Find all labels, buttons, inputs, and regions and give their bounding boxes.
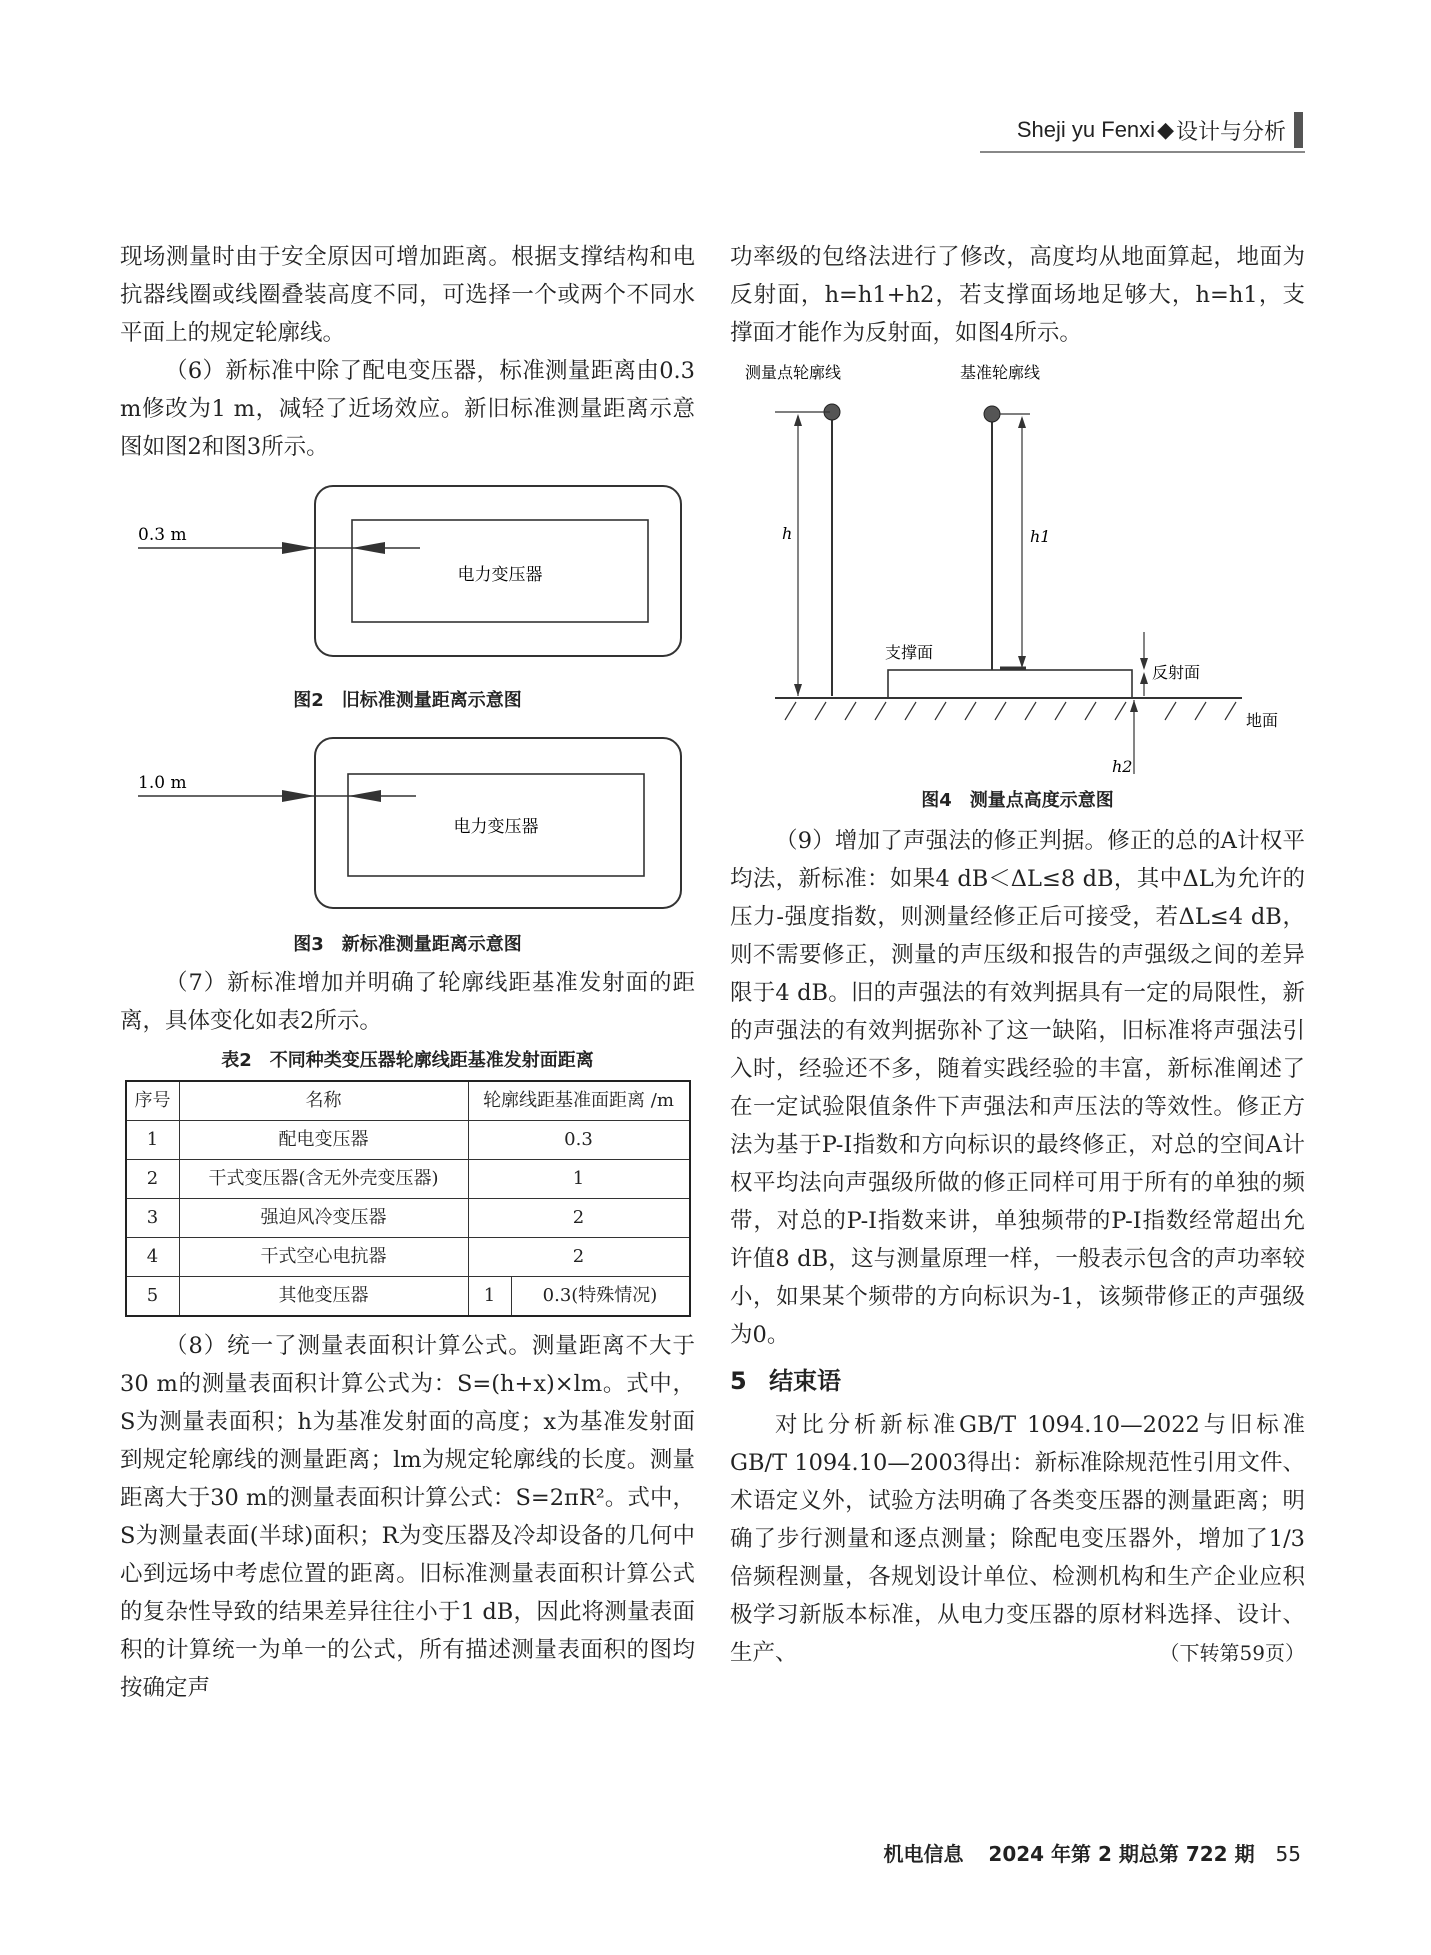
table-cell: 干式空心电抗器: [179, 1238, 468, 1277]
header-bar: [1294, 112, 1303, 148]
fig2-distance: 0.3 m: [138, 525, 187, 545]
table-row: [126, 1277, 690, 1317]
table-cell: 配电变压器: [179, 1121, 468, 1160]
figure-4: [730, 356, 1305, 786]
footer-issue: 2024 年第 2 期总第 722 期: [988, 1842, 1255, 1866]
figure-3: [120, 728, 695, 928]
continued-note: （下转第59页）: [1159, 1641, 1305, 1665]
table-header-row: [126, 1081, 690, 1121]
table-row: [126, 1121, 690, 1160]
right-paragraph-2: （9）增加了声强法的修正判据。修正的总的A计权平均法，新标准：如果4 dB＜ΔL≤8 dB，其中ΔL为允许的压力-强度指数，则测量经修正后可接受，若ΔL≤4 dB，则不需要修正，测量的声压级和报告的声强级之间的差异限于4 dB。旧的声强法的有效判据具有一定的局限性，新的声强法的有效判据弥补了这一缺陷，旧标准将声强法引入时，经验还不多，随着实践经验的丰富，新标准阐述了在一定试验限值条件下声强法和声压法的等效性。修正方法为基于P-I指数和方向标识的最终修正，对总的空间A计权平均法向声强级所做的修正同样可用于所有的单独的频带，对总的P-I指数来讲，单独频带的P-I指数经常超出允许值8 dB，这与测量原理一样，一般表示包含的声功率较小，如果某个频带的方向标识为-1，该频带修正的声强级为0。: [730, 828, 1305, 1348]
table-cell: 1: [126, 1121, 180, 1160]
table-cell: 0.3(特殊情况): [511, 1277, 690, 1317]
table-cell: 其他变压器: [179, 1277, 468, 1317]
table-cell: 5: [126, 1277, 180, 1317]
footer-journal: 机电信息: [883, 1842, 964, 1866]
page-footer: [883, 1838, 1301, 1867]
figure-4-caption: 图4 测量点高度示意图: [921, 790, 1114, 811]
table-row: [126, 1199, 690, 1238]
fig3-distance: 1.0 m: [138, 773, 187, 793]
header-diamond: ◆: [1157, 117, 1174, 142]
fig4-label-left: 测量点轮廓线: [745, 363, 842, 382]
table-cell: 3: [126, 1199, 180, 1238]
left-paragraph-2: （6）新标准中除了配电变压器，标准测量距离由0.3 m修改为1 m，减轻了近场效应。新旧标准测量距离示意图如图2和图3所示。: [120, 358, 695, 460]
fig4-h2: h2: [1112, 757, 1133, 776]
figure-2: [120, 474, 695, 684]
figure-3-caption: 图3 新标准测量距离示意图: [293, 934, 522, 955]
header-rule: [980, 151, 1305, 153]
fig4-h1: h1: [1030, 527, 1051, 546]
right-paragraph-3-text: 对比分析新标准GB/T 1094.10—2022与旧标准GB/T 1094.10—2003得出：新标准除规范性引用文件、术语定义外，试验方法明确了各类变压器的测量距离；明确了步行测量和逐点测量；除配电变压器外，增加了1/3倍频程测量，各规划设计单位、检测机构和生产企业应积极学习新版本标准，从电力变压器的原材料选择、设计、生产、: [730, 1412, 1305, 1666]
table-2-caption: 表2 不同种类变压器轮廓线距基准发射面距离: [221, 1050, 594, 1071]
right-paragraph-1: 功率级的包络法进行了修改，高度均从地面算起，地面为反射面，h=h1+h2，若支撑面场地足够大，h=h1，支撑面才能作为反射面，如图4所示。: [730, 244, 1305, 346]
left-column: [120, 238, 695, 1707]
fig2-label: 电力变压器: [457, 565, 543, 585]
left-paragraph-4: （8）统一了测量表面积计算公式。测量距离不大于30 m的测量表面积计算公式为：S=(h+x)×lm。式中，S为测量表面积；h为基准发射面的高度；x为基准发射面到规定轮廓线的测量距离；lm为规定轮廓线的长度。测量距离大于30 m的测量表面积计算公式：S=2πR²。式中，S为测量表面(半球)面积；R为变压器及冷却设备的几何中心到远场中考虑位置的距离。旧标准测量表面积计算公式的复杂性导致的结果差异往往小于1 dB，因此将测量表面积的计算统一为单一的公式，所有描述测量表面积的图均按确定声: [120, 1333, 695, 1701]
left-paragraph-1: 现场测量时由于安全原因可增加距离。根据支撑结构和电抗器线圈或线圈叠装高度不同，可选择一个或两个不同水平面上的规定轮廓线。: [120, 244, 695, 346]
section-number: 5: [730, 1367, 747, 1395]
table-cell: 2: [468, 1238, 690, 1277]
table-cell: 2: [126, 1160, 180, 1199]
th-index: 序号: [126, 1081, 180, 1121]
fig4-ground: 地面: [1246, 711, 1279, 730]
left-paragraph-3: （7）新标准增加并明确了轮廓线距基准发射面的距离，具体变化如表2所示。: [120, 970, 695, 1034]
fig4-reflect: 反射面: [1152, 663, 1201, 682]
table-cell: 4: [126, 1238, 180, 1277]
table-cell: 1: [468, 1277, 511, 1317]
table-row: [126, 1238, 690, 1277]
section-heading: [730, 1362, 1305, 1400]
table-cell: 1: [468, 1160, 690, 1199]
fig4-label-right: 基准轮廓线: [960, 363, 1041, 382]
fig4-support: 支撑面: [885, 643, 934, 662]
right-paragraph-3: [730, 1406, 1305, 1672]
table-row: [126, 1160, 690, 1199]
fig4-h: h: [782, 524, 793, 543]
th-distance: 轮廓线距基准面距离 /m: [468, 1081, 690, 1121]
header-left: Sheji yu Fenxi: [1016, 117, 1156, 142]
right-column: [730, 238, 1305, 1672]
fig3-label: 电力变压器: [453, 817, 539, 837]
page-header: [1017, 112, 1303, 148]
section-title: 结束语: [769, 1367, 842, 1395]
figure-2-caption: 图2 旧标准测量距离示意图: [293, 690, 522, 711]
th-name: 名称: [179, 1081, 468, 1121]
table-cell: 2: [468, 1199, 690, 1238]
header-right: 设计与分析: [1175, 118, 1286, 144]
footer-page: 55: [1275, 1842, 1301, 1866]
table-cell: 强迫风冷变压器: [179, 1199, 468, 1238]
table-cell: 0.3: [468, 1121, 690, 1160]
table-2: [125, 1080, 691, 1317]
table-cell: 干式变压器(含无外壳变压器): [179, 1160, 468, 1199]
